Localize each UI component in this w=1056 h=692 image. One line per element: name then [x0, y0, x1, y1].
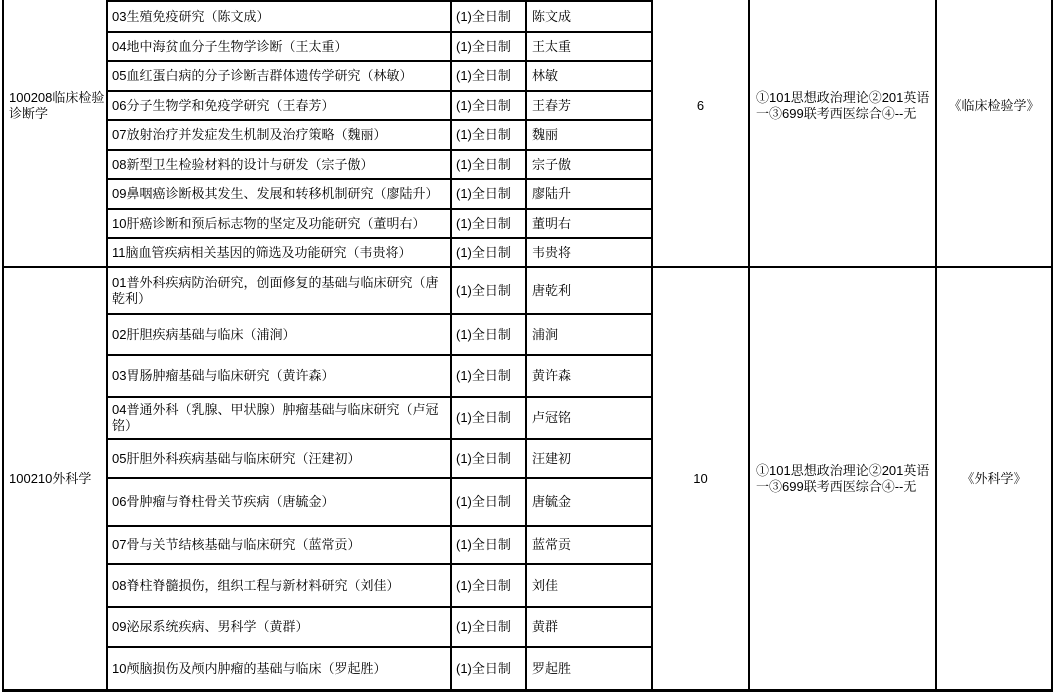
supervisor-cell: 蓝常贡 [527, 527, 653, 565]
supervisor-cell: 唐乾利 [527, 268, 653, 315]
supervisor-cell: 刘佳 [527, 565, 653, 608]
admissions-table [2, 0, 1053, 692]
direction-cell: 07放射治疗并发症发生机制及治疗策略（魏丽） [108, 121, 452, 151]
supervisor-cell: 罗起胜 [527, 648, 653, 692]
study-mode-cell: (1)全日制 [452, 440, 527, 479]
study-mode-cell: (1)全日制 [452, 151, 527, 180]
exam-subjects-cell: ①101思想政治理论②201英语一③699联考西医综合④--无 [750, 0, 937, 268]
direction-cell: 07骨与关节结核基础与临床研究（蓝常贡） [108, 527, 452, 565]
direction-cell: 10肝癌诊断和预后标志物的坚定及功能研究（董明右） [108, 210, 452, 239]
direction-cell: 05肝胆外科疾病基础与临床研究（汪建初） [108, 440, 452, 479]
study-mode-cell: (1)全日制 [452, 527, 527, 565]
study-mode-cell: (1)全日制 [452, 180, 527, 210]
supervisor-cell: 廖陆升 [527, 180, 653, 210]
study-mode-cell: (1)全日制 [452, 239, 527, 268]
supervisor-cell: 韦贵将 [527, 239, 653, 268]
study-mode-cell: (1)全日制 [452, 315, 527, 356]
study-mode-cell: (1)全日制 [452, 565, 527, 608]
direction-cell: 03生殖免疫研究（陈文成） [108, 0, 452, 33]
study-mode-cell: (1)全日制 [452, 268, 527, 315]
direction-cell: 09鼻咽癌诊断极其发生、发展和转移机制研究（廖陆升） [108, 180, 452, 210]
supervisor-cell: 汪建初 [527, 440, 653, 479]
direction-cell: 10颅脑损伤及颅内肿瘤的基础与临床（罗起胜） [108, 648, 452, 692]
study-mode-cell: (1)全日制 [452, 92, 527, 121]
direction-cell: 01普外科疾病防治研究，创面修复的基础与临床研究（唐乾利） [108, 268, 452, 315]
direction-cell: 08新型卫生检验材料的设计与研发（宗子傲） [108, 151, 452, 180]
direction-cell: 03胃肠肿瘤基础与临床研究（黄许森） [108, 356, 452, 398]
study-mode-cell: (1)全日制 [452, 210, 527, 239]
supervisor-cell: 魏丽 [527, 121, 653, 151]
reference-book-cell: 《临床检验学》 [937, 0, 1053, 268]
supervisor-cell: 王春芳 [527, 92, 653, 121]
quota-cell: 6 [653, 0, 750, 268]
exam-subjects-cell: ①101思想政治理论②201英语一③699联考西医综合④--无 [750, 268, 937, 692]
direction-cell: 06骨肿瘤与脊柱骨关节疾病（唐毓金） [108, 479, 452, 527]
supervisor-cell: 黄许森 [527, 356, 653, 398]
direction-cell: 05血红蛋白病的分子诊断吉群体遗传学研究（林敏） [108, 62, 452, 92]
quota-cell: 10 [653, 268, 750, 692]
study-mode-cell: (1)全日制 [452, 398, 527, 440]
reference-book-cell: 《外科学》 [937, 268, 1053, 692]
supervisor-cell: 宗子傲 [527, 151, 653, 180]
supervisor-cell: 林敏 [527, 62, 653, 92]
program-cell: 100208临床检验诊断学 [2, 0, 108, 268]
supervisor-cell: 浦涧 [527, 315, 653, 356]
direction-cell: 11脑血管疾病相关基因的筛选及功能研究（韦贵将） [108, 239, 452, 268]
study-mode-cell: (1)全日制 [452, 479, 527, 527]
supervisor-cell: 王太重 [527, 33, 653, 62]
program-cell: 100210外科学 [2, 268, 108, 692]
study-mode-cell: (1)全日制 [452, 648, 527, 692]
supervisor-cell: 卢冠铭 [527, 398, 653, 440]
study-mode-cell: (1)全日制 [452, 62, 527, 92]
study-mode-cell: (1)全日制 [452, 356, 527, 398]
direction-cell: 06分子生物学和免疫学研究（王春芳） [108, 92, 452, 121]
study-mode-cell: (1)全日制 [452, 608, 527, 648]
direction-cell: 09泌尿系统疾病、男科学（黄群） [108, 608, 452, 648]
supervisor-cell: 董明右 [527, 210, 653, 239]
supervisor-cell: 陈文成 [527, 0, 653, 33]
direction-cell: 04地中海贫血分子生物学诊断（王太重） [108, 33, 452, 62]
study-mode-cell: (1)全日制 [452, 0, 527, 33]
direction-cell: 08脊柱脊髓损伤，组织工程与新材料研究（刘佳） [108, 565, 452, 608]
study-mode-cell: (1)全日制 [452, 33, 527, 62]
direction-cell: 04普通外科（乳腺、甲状腺）肿瘤基础与临床研究（卢冠铭） [108, 398, 452, 440]
study-mode-cell: (1)全日制 [452, 121, 527, 151]
supervisor-cell: 唐毓金 [527, 479, 653, 527]
supervisor-cell: 黄群 [527, 608, 653, 648]
direction-cell: 02肝胆疾病基础与临床（浦涧） [108, 315, 452, 356]
